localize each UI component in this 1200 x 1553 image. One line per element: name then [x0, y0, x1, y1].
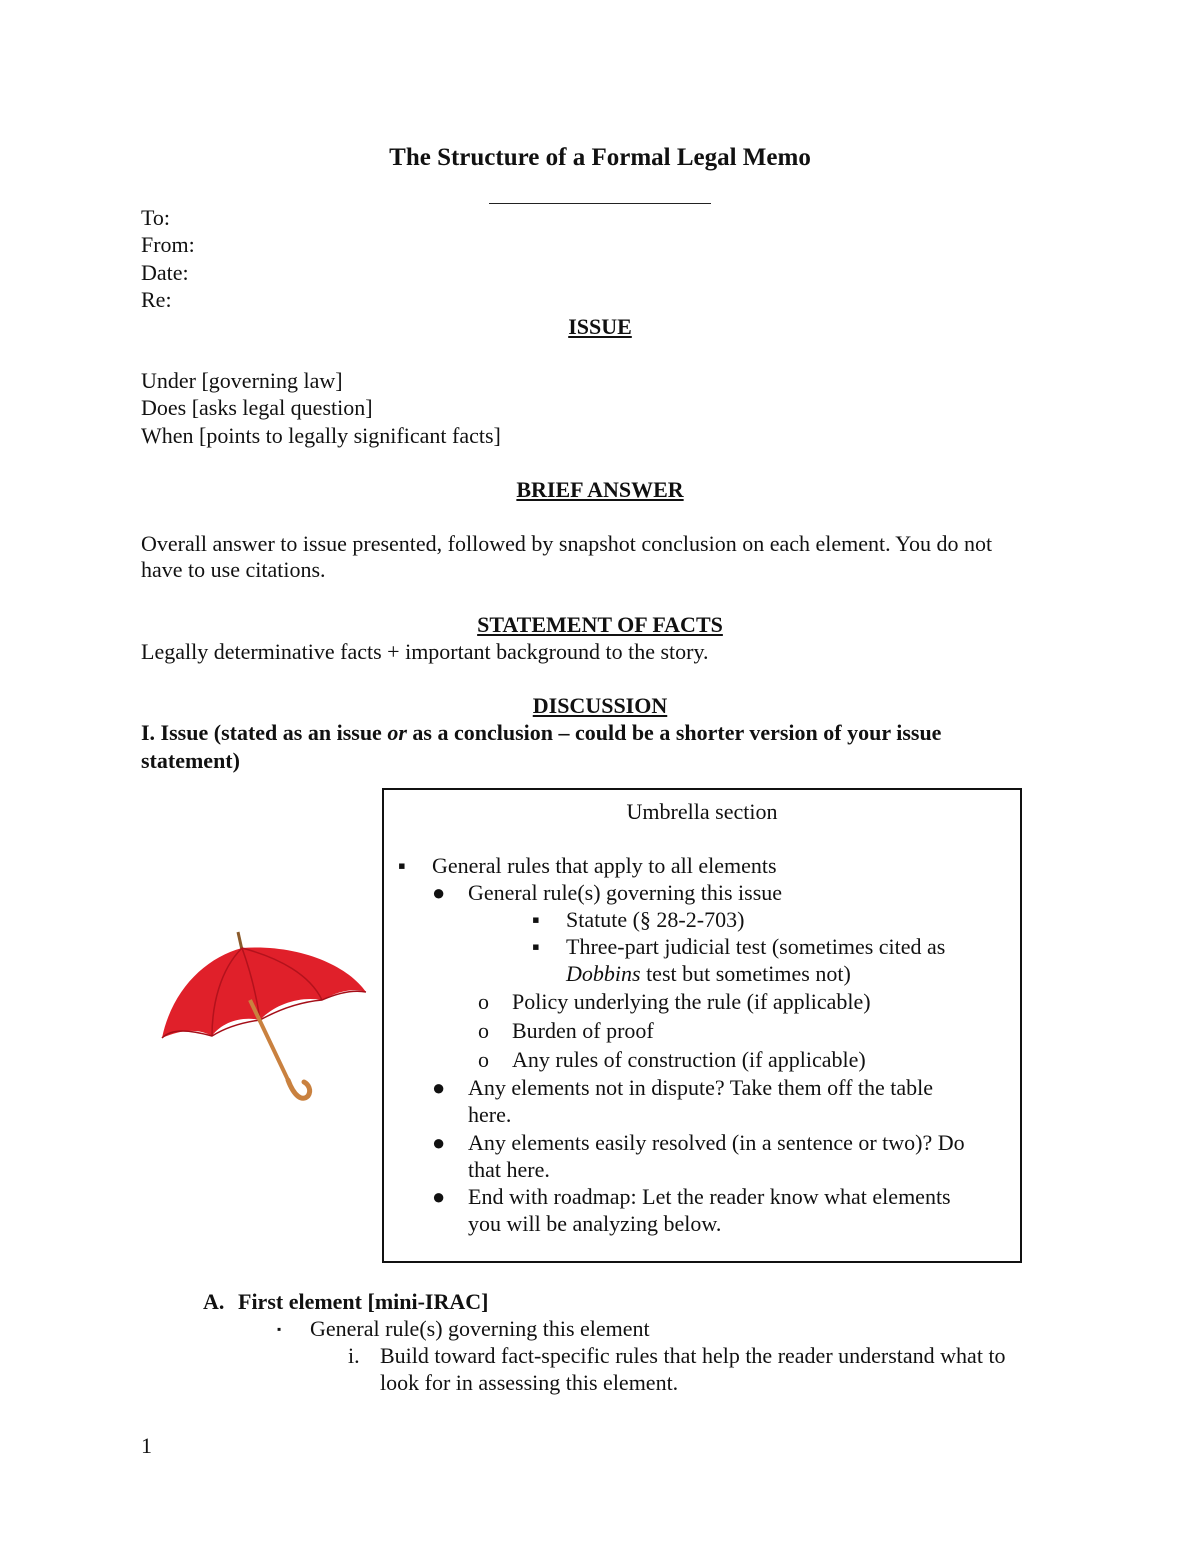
first-element-rule: General rule(s) governing this element	[310, 1316, 650, 1341]
easily-resolved-item-cont: that here.	[468, 1157, 550, 1182]
square-bullet-icon: ▪	[398, 853, 406, 878]
issue-line: Does [asks legal question]	[141, 395, 373, 420]
from-field: From:	[141, 232, 195, 257]
umbrella-box-title: Umbrella section	[626, 799, 778, 824]
square-bullet-icon: ▪	[532, 907, 540, 932]
circle-bullet-icon: o	[478, 989, 489, 1014]
issue-line: When [points to legally significant facts]	[141, 423, 501, 448]
dot-bullet-icon: ●	[432, 1130, 446, 1155]
easily-resolved-item: Any elements easily resolved (in a sentence or two)? Do	[468, 1130, 965, 1155]
roadmap-item: End with roadmap: Let the reader know what elements	[468, 1184, 951, 1209]
brief-answer-heading: BRIEF ANSWER	[516, 477, 684, 502]
general-rules-issue-item: General rule(s) governing this issue	[468, 880, 783, 905]
square-bullet-icon: ▪	[277, 1322, 282, 1336]
square-bullet-icon: ▪	[532, 934, 540, 959]
circle-bullet-icon: o	[478, 1018, 489, 1043]
dot-bullet-icon: ●	[432, 880, 446, 905]
roadmap-item-cont: you will be analyzing below.	[468, 1211, 722, 1236]
issue-heading: ISSUE	[568, 314, 632, 339]
dot-bullet-icon: ●	[432, 1075, 446, 1100]
dobbins-case-name: Dobbins	[566, 961, 641, 986]
discussion-issue-line-2: statement)	[141, 748, 240, 773]
statement-of-facts-heading: STATEMENT OF FACTS	[477, 612, 723, 637]
re-field: Re:	[141, 287, 172, 312]
date-field: Date:	[141, 260, 189, 285]
title-underline	[489, 203, 711, 204]
roman-numeral-label: i.	[348, 1343, 360, 1368]
construction-item: Any rules of construction (if applicable)	[512, 1047, 866, 1072]
general-rules-item: General rules that apply to all elements	[432, 853, 777, 878]
three-part-test-item: Three-part judicial test (sometimes cited as	[566, 934, 946, 959]
policy-item: Policy underlying the rule (if applicable)	[512, 989, 871, 1014]
statement-of-facts-line: Legally determinative facts + important background to the story.	[141, 639, 709, 664]
discussion-heading: DISCUSSION	[532, 693, 668, 718]
issue-line: Under [governing law]	[141, 368, 343, 393]
three-part-test-item-cont	[566, 960, 851, 988]
first-element-label: A.	[203, 1289, 225, 1314]
issue-prefix: I. Issue (stated as an issue	[141, 720, 388, 745]
umbrella-section-box	[382, 788, 1022, 1263]
statute-item: Statute (§ 28-2-703)	[566, 907, 745, 932]
dot-bullet-icon: ●	[432, 1184, 446, 1209]
issue-suffix: as a conclusion – could be a shorter version of your issue	[406, 720, 942, 745]
first-element-heading: First element [mini-IRAC]	[238, 1289, 489, 1314]
brief-answer-line: have to use citations.	[141, 557, 326, 582]
brief-answer-line: Overall answer to issue presented, followed by snapshot conclusion on each element. You do not	[141, 531, 993, 556]
umbrella-image	[150, 930, 370, 1110]
page-title: The Structure of a Formal Legal Memo	[389, 144, 811, 171]
burden-item: Burden of proof	[512, 1018, 654, 1043]
circle-bullet-icon: o	[478, 1047, 489, 1072]
to-field: To:	[141, 205, 171, 230]
not-in-dispute-item: Any elements not in dispute? Take them off the table	[468, 1075, 934, 1100]
first-element-subpoint-cont: look for in assessing this element.	[380, 1370, 679, 1395]
not-in-dispute-item-cont: here.	[468, 1102, 512, 1127]
page-number: 1	[141, 1433, 152, 1458]
three-part-test-rest: test but sometimes not)	[640, 961, 851, 986]
first-element-subpoint: Build toward fact-specific rules that help the reader understand what to	[380, 1343, 1006, 1368]
issue-or: or	[387, 720, 407, 745]
discussion-issue-line	[141, 719, 941, 747]
